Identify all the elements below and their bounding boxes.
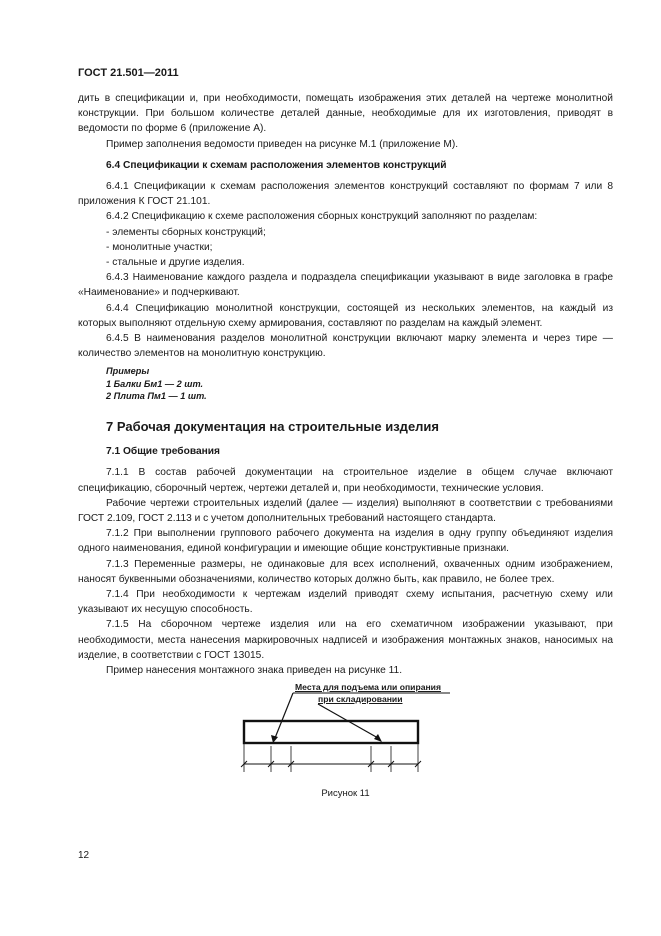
paragraph-7-1-4: 7.1.4 При необходимости к чертежам изделий приводят схему испытания, расчетную схему или указывают их несущую способность. [78, 588, 613, 616]
section-heading-7: 7 Рабочая документация на строительные изделия [106, 418, 440, 434]
leader-arrow-left [275, 693, 293, 738]
paragraph: Рабочие чертежи строительных изделий (далее — изделия) выполняют в соответствии с требованиями ГОСТ 2.109, ГОСТ 2.113 и с учетом дополнительных требований настоящего стандарта. [78, 497, 613, 524]
arrowhead-left [271, 735, 278, 743]
standard-header: ГОСТ 21.501—2011 [78, 67, 179, 79]
paragraph-7-1-2: 7.1.2 При выполнении группового рабочего документа на изделия в одну группу объединяют изделия одного наименования, единой конфигурации и имеющие общие конструктивные признаки. [78, 528, 613, 555]
beam-outline [244, 721, 418, 743]
subsection-heading-6-4: 6.4 Спецификации к схемам расположения элементов конструкций [106, 159, 447, 171]
paragraph-6-4-1: 6.4.1 Спецификации к схемам расположения элементов конструкций составляют по формам 7 или 8 приложения К ГОСТ 21.101. [78, 181, 613, 208]
list-item: - стальные и другие изделия. [106, 257, 245, 269]
paragraph-7-1-3: 7.1.3 Переменные размеры, не одинаковые для всех исполнений, охваченных одним изображением, наносят буквенными обозначениями, количество которых должно быть, как правило, не более трех. [78, 558, 613, 585]
figure-11 [78, 680, 613, 800]
page-number: 12 [78, 850, 90, 861]
paragraph-6-4-4: 6.4.4 Спецификацию монолитной конструкции, состоящей из нескольких элементов, на каждый из которых выполняют отдельную схему армирования, составляют по разделам на каждый элемент. [78, 302, 613, 329]
list-item: - элементы сборных конструкций; [106, 226, 266, 238]
paragraph: дить в спецификации и, при необходимости, помещать изображения этих деталей на чертеже монолитной конструкции. При большом количестве деталей данные, необходимые для их изготовления, приводят в ведомости по форме 6 (приложение А). [78, 93, 613, 135]
subsection-heading-7-1: 7.1 Общие требования [106, 446, 220, 458]
paragraph-7-1-5: 7.1.5 На сборочном чертеже изделия или на его схематичном изображении указывают, при необходимости, места нанесения маркировочных надписей и изображения монтажных знаков, наносимых на изделие, в соответствии с ГОСТ 13015. [78, 619, 613, 661]
examples-title: Примеры [106, 366, 150, 377]
list-item: - монолитные участки; [106, 241, 213, 253]
paragraph-7-1-1: 7.1.1 В состав рабочей документации на строительное изделие в общем случае включают спецификацию, сборочный чертеж, чертежи деталей и, при необходимости, технические условия. [78, 467, 613, 494]
body-text [78, 91, 613, 678]
figure-label: Места для подъема или опирания [295, 682, 441, 692]
paragraph-6-4-5: 6.4.5 В наименования разделов монолитной конструкции включают марку элемента и через тире — количество элементов на монолитную конструкцию. [78, 333, 613, 360]
paragraph-6-4-2: 6.4.2 Спецификацию к схеме расположения сборных конструкций заполняют по разделам: [106, 211, 538, 223]
paragraph: Пример нанесения монтажного знака приведен на рисунке 11. [106, 665, 403, 676]
arrowhead-right [374, 734, 382, 742]
figure-caption: Рисунок 11 [321, 788, 370, 799]
example-item: 2 Плита Пм1 — 1 шт. [106, 391, 207, 402]
example-item: 1 Балки Бм1 — 2 шт. [106, 378, 204, 389]
paragraph-6-4-3: 6.4.3 Наименование каждого раздела и подраздела спецификации указывают в виде заголовка в графе «Наименование» и подчеркивают. [78, 272, 613, 299]
paragraph: Пример заполнения ведомости приведен на рисунке М.1 (приложение М). [106, 138, 459, 150]
figure-label: при складировании [318, 694, 403, 704]
